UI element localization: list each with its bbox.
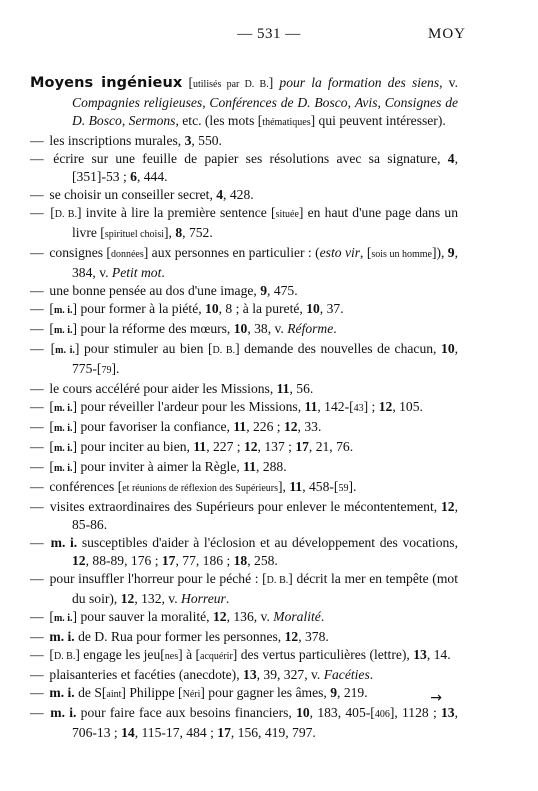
entry-dash: — [30,419,44,434]
subentry-text: plaisanteries et facéties (anecdote), 13, 39, 327, v. Facéties. [46,667,374,682]
subentry [30,458,458,478]
entry-dash: — [30,647,44,662]
subentry [30,498,458,534]
subentry [30,704,458,742]
subentry-text: le cours accéléré pour aider les Missions, 11, 56. [46,381,314,396]
subentry-text: les inscriptions murales, 3, 550. [46,133,222,148]
entry-dash: — [30,151,44,166]
subentry-text: [m. i.] pour inciter au bien, 11, 227 ; 12, 137 ; 17, 21, 76. [46,439,354,454]
subentry [30,186,458,204]
subentry-text: [m. i.] pour réveiller l'ardeur pour les Missions, 11, 142-[43] ; 12, 105. [46,399,423,414]
entry-dash: — [30,301,44,316]
subentry [30,244,458,282]
entry-dash: — [30,133,44,148]
subentry-text: se choisir un conseiller secret, 4, 428. [46,187,254,202]
subentry [30,418,458,438]
entry-dash: — [30,499,44,514]
index-entries [30,74,458,742]
subentry [30,204,458,244]
running-head: MOY [427,26,466,42]
subentry-text: [m. i.] pour la réforme des mœurs, 10, 38, v. Réforme. [46,321,337,336]
subentry-text: [m. i.] pour sauver la moralité, 12, 136, v. Moralité. [46,609,325,624]
subentry-text: visites extraordinaires des Supérieurs pour enlever le mécontentement, 12, 85-86. [46,499,458,532]
entry-dash: — [30,341,44,356]
page-number: — 531 — [237,26,301,42]
subentry [30,132,458,150]
subentry [30,478,458,498]
subentry [30,684,458,704]
entry-dash: — [30,685,44,700]
subentry [30,380,458,398]
entry-dash: — [30,459,44,474]
entry-dash: — [30,667,44,682]
subentry-text: [D. B.] engage les jeu[nes] à [acquérir] des vertus particulières (lettre), 13, 14. [46,647,451,662]
subentry [30,282,458,300]
subentry [30,666,458,684]
subentry [30,534,458,570]
subentry-text: m. i. de S[aint] Philippe [Néri] pour gagner les âmes, 9, 219. [49,685,368,700]
subentry-text: conférences [et réunions de réflexion des Supérieurs], 11, 458-[59]. [46,479,357,494]
entry-dash: — [30,381,44,396]
subentry-list [30,132,458,742]
subentry [30,340,458,380]
subentry-text: m. i. de D. Rua pour former les personnes, 12, 378. [49,629,329,644]
entry-dash: — [30,399,44,414]
entry-dash: — [30,245,44,260]
entry-dash: — [30,609,44,624]
subentry [30,570,458,608]
main-entry [30,74,458,132]
continuation-arrow-icon: → [430,690,442,706]
entry-dash: — [30,571,44,586]
main-entry-text: [utilisés par D. B.] pour la formation des siens, v. Compagnies religieuses, Conférences de D. Bosco, Avis, Consignes de D. Bosco, Sermons, etc. (les mots [thématiques] qui peuvent intéresser). [72,75,459,128]
entry-dash: — [30,283,44,298]
entry-dash: — [30,205,44,220]
entry-dash: — [30,629,44,644]
subentry-text: [m. i.] pour stimuler au bien [D. B.] demande des nouvelles de chacun, 10, 775-[79]. [46,341,459,376]
subentry-text: m. i. susceptibles d'aider à l'éclosion et au développement des vocations, 12, 88-89, 176 ; 17, 77, 186 ; 18, 258. [50,535,458,568]
subentry-text: consignes [données] aux personnes en particulier : (esto vir, [sois un homme]), 9, 384, v. Petit mot. [46,245,458,280]
entry-dash: — [30,535,44,550]
entry-dash: — [30,187,44,202]
subentry-text: m. i. pour faire face aux besoins financiers, 10, 183, 405-[406], 1128 ; 13, 706-13 ; 14, 115-17, 484 ; 17, 156, 419, 797. [50,705,458,740]
subentry [30,628,458,646]
subentry-text: écrire sur une feuille de papier ses résolutions avec sa signature, 4, [351]-53 ; 6, 444. [46,151,458,184]
subentry [30,438,458,458]
subentry [30,608,458,628]
subentry [30,398,458,418]
subentry [30,320,458,340]
subentry-text: [m. i.] pour former à la piété, 10, 8 ; à la pureté, 10, 37. [46,301,344,316]
subentry [30,646,458,666]
subentry-text: [D. B.] invite à lire la première sentence [située] en haut d'une page dans un livre [spirituel choisi], 8, 752. [46,205,458,240]
headword: Moyens ingénieux [30,75,183,91]
entry-dash: — [30,705,44,720]
entry-dash: — [30,439,44,454]
entry-dash: — [30,479,44,494]
subentry-text: pour insuffler l'horreur pour le péché : [D. B.] décrit la mer en tempête (mot du soir), 12, 132, v. Horreur. [46,571,458,606]
subentry-text: [m. i.] pour inviter à aimer la Règle, 11, 288. [46,459,287,474]
subentry [30,150,458,186]
subentry-text: une bonne pensée au dos d'une image, 9, 475. [46,283,298,298]
subentry-text: [m. i.] pour favoriser la confiance, 11, 226 ; 12, 33. [46,419,322,434]
subentry [30,300,458,320]
entry-dash: — [30,321,44,336]
